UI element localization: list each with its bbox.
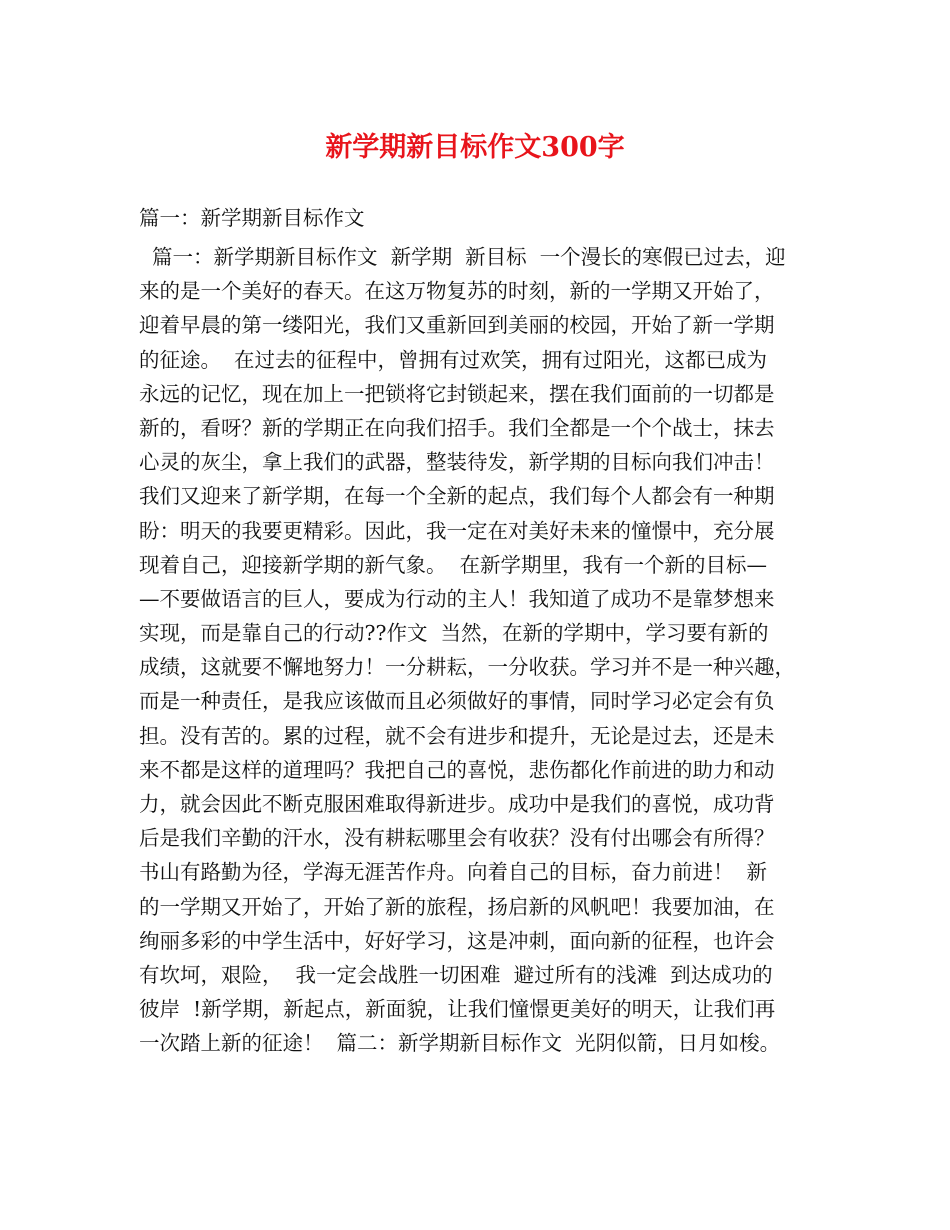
body-line: 绚丽多彩的中学生活中，好好学习，这是冲刺，面向新的征程，也许会 [139,928,775,953]
body-line: 盼：明天的我要更精彩。因此，我一定在对美好未来的憧憬中，充分展 [139,518,775,543]
body-line: 新的，看呀？新的学期正在向我们招手。我们全都是一个个战士，抹去 [139,415,775,440]
section-heading: 篇一：新学期新目标作文 [139,206,365,230]
body-line: 篇一：新学期新目标作文 新学期 新目标 一个漫长的寒假已过去，迎 [139,245,786,269]
body-line: —不要做语言的巨人，要成为行动的主人！我知道了成功不是靠梦想来 [139,586,775,611]
body-line: 的征途。 在过去的征程中，曾拥有过欢笑，拥有过阳光，这都已成为 [139,347,768,372]
body-line: 彼岸 !新学期，新起点，新面貌，让我们憧憬更美好的明天，让我们再 [139,997,776,1022]
body-line: 我们又迎来了新学期，在每一个全新的起点，我们每个人都会有一种期 [139,484,775,509]
body-line: 永远的记忆，现在加上一把锁将它封锁起来，摆在我们面前的一切都是 [139,381,775,406]
body-line: 后是我们辛勤的汗水，没有耕耘哪里会有收获？没有付出哪会有所得？ [139,826,775,851]
document-title: 新学期新目标作文300字 [325,132,625,163]
document-body [139,240,819,1061]
body-line: 书山有路勤为径，学海无涯苦作舟。向着自己的目标，奋力前进！ 新 [139,860,768,885]
body-line: 现着自己，迎接新学期的新气象。 在新学期里，我有一个新的目标— [139,552,768,577]
body-line: 的一学期又开始了，开始了新的旅程，扬启新的风帆吧！我要加油，在 [139,894,775,919]
body-line: 力，就会因此不断克服困难取得新进步。成功中是我们的喜悦，成功背 [139,792,775,816]
body-line: 迎着早晨的第一缕阳光，我们又重新回到美丽的校园，开始了新一学期 [139,313,775,338]
body-line: 心灵的灰尘，拿上我们的武器，整装待发，新学期的目标向我们冲击！ [139,450,775,475]
body-line: 有坎坷，艰险， 我一定会战胜一切困难 避过所有的浅滩 到达成功的 [139,962,773,987]
body-line: 一次踏上新的征途！ 篇二：新学期新目标作文 光阴似箭，日月如梭。 [139,1031,781,1056]
body-line: 来不都是这样的道理吗？我把自己的喜悦，悲伤都化作前进的助力和动 [139,757,775,782]
body-line: 担。没有苦的。累的过程，就不会有进步和提升，无论是过去，还是未 [139,723,775,748]
body-line: 成绩，这就要不懈地努力！一分耕耘，一分收获。学习并不是一种兴趣， [139,655,795,680]
body-line: 实现，而是靠自己的行动??作文 当然，在新的学期中，学习要有新的 [139,621,769,646]
body-line: 来的是一个美好的春天。在这万物复苏的时刻，新的一学期又开始了， [139,279,775,304]
body-line: 而是一种责任，是我应该做而且必须做好的事情，同时学习必定会有负 [139,689,775,714]
